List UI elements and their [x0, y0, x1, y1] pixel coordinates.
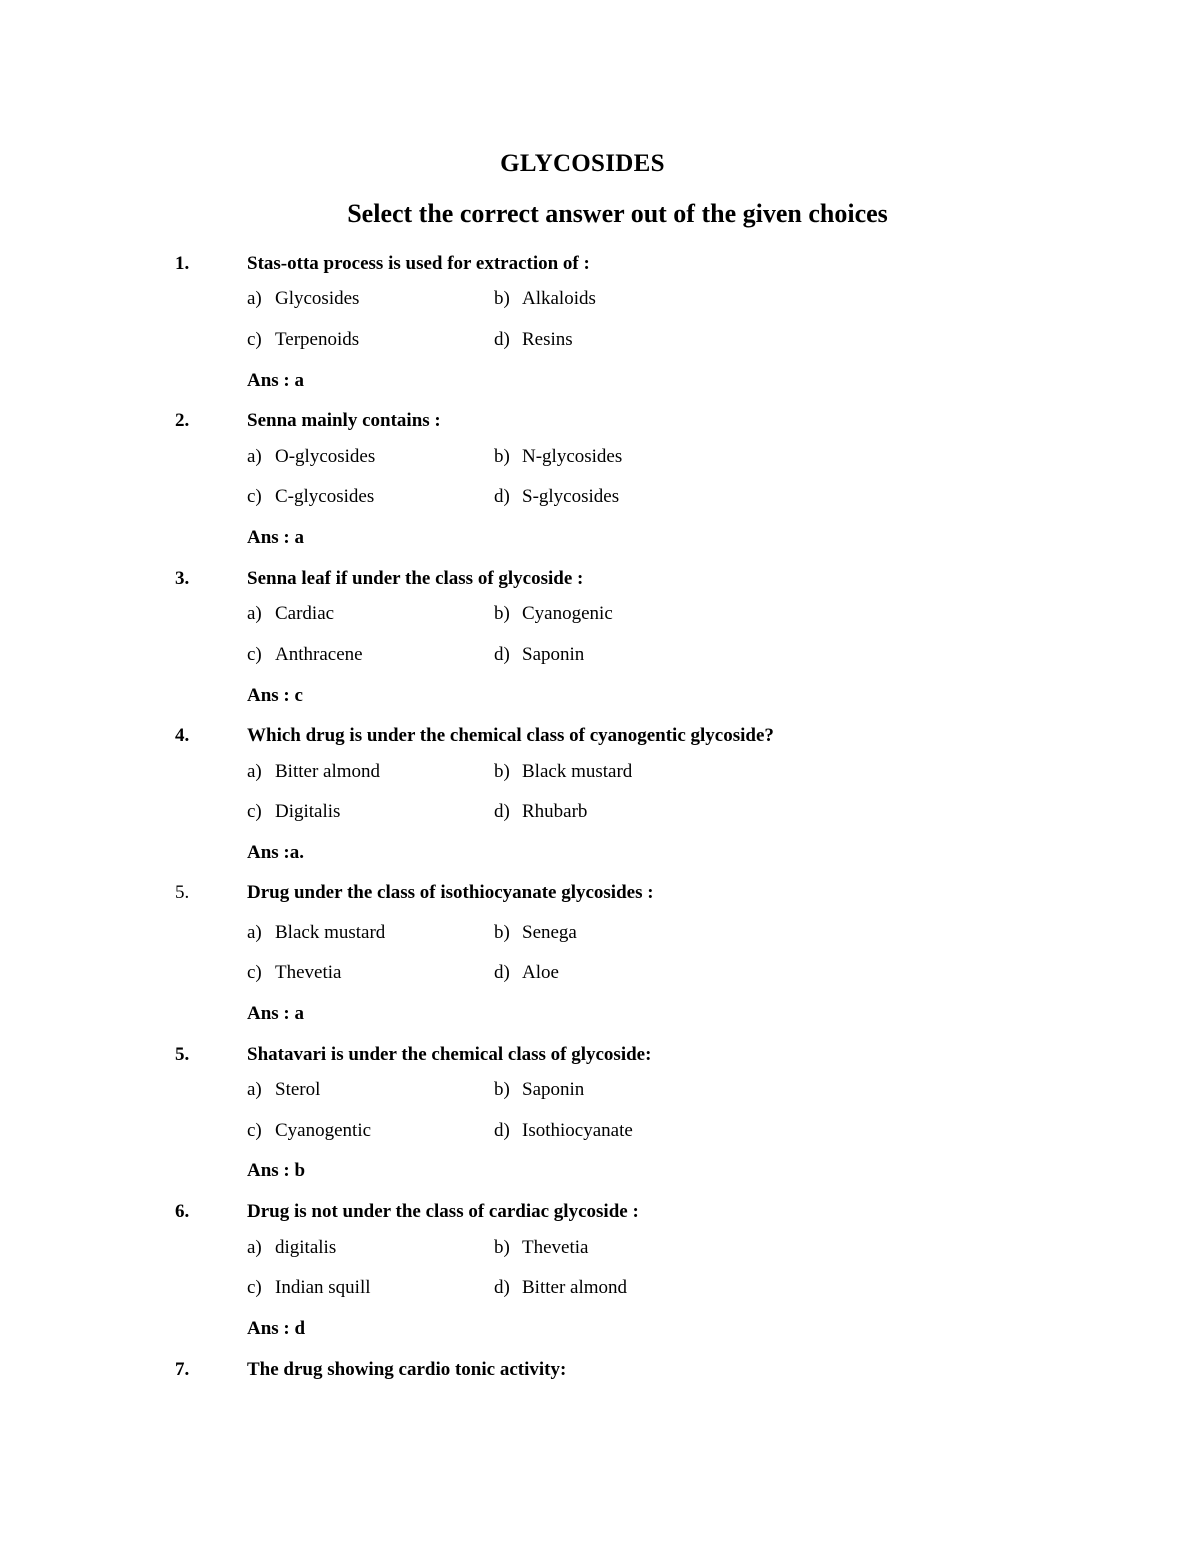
option-text: Cyanogentic — [275, 1120, 372, 1141]
option-a — [247, 603, 334, 625]
option-text: Rhubarb — [522, 801, 588, 822]
option-text: Cyanogenic — [522, 603, 613, 624]
option-text: Thevetia — [522, 1237, 589, 1258]
option-text: Senega — [522, 922, 577, 943]
option-d — [494, 486, 619, 508]
option-letter: a) — [247, 446, 262, 467]
option-letter: c) — [247, 1277, 262, 1298]
question-number: 5. — [175, 882, 190, 903]
option-letter: c) — [247, 962, 262, 983]
option-letter: c) — [247, 329, 262, 350]
option-letter: a) — [247, 288, 262, 309]
option-text: Saponin — [522, 644, 585, 665]
option-c — [247, 644, 363, 666]
option-b — [494, 761, 632, 783]
option-letter: a) — [247, 922, 262, 943]
option-letter: b) — [494, 922, 510, 943]
option-letter: d) — [494, 962, 510, 983]
option-c — [247, 801, 340, 823]
question-text: Drug under the class of isothiocyanate glycosides : — [247, 882, 654, 903]
question-number: 4. — [175, 725, 190, 746]
answer: Ans : c — [247, 685, 303, 706]
option-a — [247, 288, 359, 310]
option-text: Indian squill — [275, 1277, 371, 1298]
option-letter: a) — [247, 1237, 262, 1258]
option-letter: b) — [494, 761, 510, 782]
option-text: Digitalis — [275, 801, 341, 822]
option-c — [247, 962, 341, 984]
option-letter: b) — [494, 288, 510, 309]
option-letter: b) — [494, 1237, 510, 1258]
question-number: 2. — [175, 410, 190, 431]
question-text: Senna leaf if under the class of glycoside : — [247, 568, 584, 589]
answer: Ans : d — [247, 1318, 306, 1339]
option-d — [494, 1120, 633, 1142]
question-number: 3. — [175, 568, 190, 589]
option-text: Glycosides — [275, 288, 360, 309]
option-text: Sterol — [275, 1079, 321, 1100]
option-c — [247, 1277, 371, 1299]
option-letter: b) — [494, 603, 510, 624]
option-text: Resins — [522, 329, 573, 350]
option-letter: c) — [247, 486, 262, 507]
option-d — [494, 962, 559, 984]
option-a — [247, 1237, 336, 1259]
option-text: O-glycosides — [275, 446, 376, 467]
option-b — [494, 1237, 588, 1259]
option-text: Alkaloids — [522, 288, 596, 309]
option-a — [247, 761, 380, 783]
answer: Ans :a. — [247, 842, 305, 863]
answer: Ans : b — [247, 1160, 306, 1181]
option-text: Terpenoids — [275, 329, 360, 350]
option-letter: b) — [494, 446, 510, 467]
option-letter: d) — [494, 1120, 510, 1141]
answer: Ans : a — [247, 370, 305, 391]
question-text: Stas-otta process is used for extraction of : — [247, 253, 590, 274]
option-c — [247, 486, 374, 508]
question-text: Senna mainly contains : — [247, 410, 441, 431]
option-b — [494, 1079, 584, 1101]
option-text: N-glycosides — [522, 446, 623, 467]
question-text: Drug is not under the class of cardiac glycoside : — [247, 1201, 639, 1222]
option-c — [247, 329, 359, 351]
question-number: 5. — [175, 1044, 190, 1065]
option-d — [494, 329, 573, 351]
option-letter: c) — [247, 801, 262, 822]
option-text: Bitter almond — [275, 761, 381, 782]
option-c — [247, 1120, 371, 1142]
option-letter: a) — [247, 1079, 262, 1100]
answer: Ans : a — [247, 527, 305, 548]
option-text: Saponin — [522, 1079, 585, 1100]
answer: Ans : a — [247, 1003, 305, 1024]
option-b — [494, 288, 596, 310]
option-b — [494, 922, 577, 944]
question-text: Shatavari is under the chemical class of glycoside: — [247, 1044, 652, 1065]
option-a — [247, 446, 375, 468]
option-text: Black mustard — [275, 922, 386, 943]
option-b — [494, 446, 622, 468]
option-letter: a) — [247, 603, 262, 624]
option-b — [494, 603, 613, 625]
page-title: GLYCOSIDES — [500, 150, 665, 177]
option-text: Bitter almond — [522, 1277, 628, 1298]
option-letter: d) — [494, 486, 510, 507]
option-text: Cardiac — [275, 603, 335, 624]
option-letter: a) — [247, 761, 262, 782]
option-letter: d) — [494, 329, 510, 350]
option-a — [247, 1079, 320, 1101]
option-text: Thevetia — [275, 962, 342, 983]
option-d — [494, 644, 584, 666]
option-letter: d) — [494, 801, 510, 822]
option-text: Isothiocyanate — [522, 1120, 633, 1141]
option-text: S-glycosides — [522, 486, 620, 507]
option-letter: b) — [494, 1079, 510, 1100]
option-text: Black mustard — [522, 761, 633, 782]
option-letter: c) — [247, 644, 262, 665]
question-text: The drug showing cardio tonic activity: — [247, 1359, 567, 1380]
option-text: C-glycosides — [275, 486, 375, 507]
option-text: Anthracene — [275, 644, 363, 665]
option-text: digitalis — [275, 1237, 337, 1258]
question-number: 1. — [175, 253, 190, 274]
question-number: 6. — [175, 1201, 190, 1222]
page-subtitle: Select the correct answer out of the given choices — [347, 199, 888, 228]
option-letter: d) — [494, 644, 510, 665]
option-letter: d) — [494, 1277, 510, 1298]
option-text: Aloe — [522, 962, 559, 983]
option-d — [494, 1277, 627, 1299]
question-text: Which drug is under the chemical class of cyanogentic glycoside? — [247, 725, 774, 746]
option-a — [247, 922, 385, 944]
question-number: 7. — [175, 1359, 190, 1380]
option-d — [494, 801, 587, 823]
option-letter: c) — [247, 1120, 262, 1141]
